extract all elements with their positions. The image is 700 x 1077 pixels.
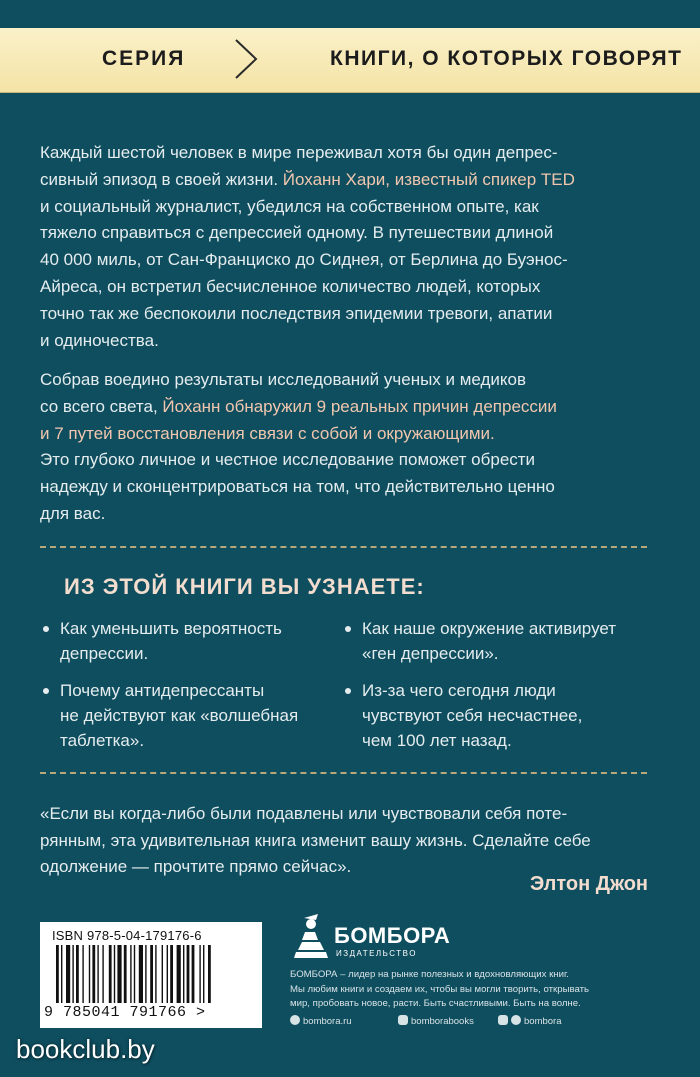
social-link[interactable]: bomborabooks [398, 1015, 474, 1027]
dashed-divider [40, 546, 647, 548]
highlighted-text: и 7 путей восстановления связи с собой и окружающими. [40, 423, 495, 443]
text-line: одолжение — прочтите прямо сейчас». [40, 857, 352, 876]
text-line: и одиночества. [40, 330, 159, 350]
text-line: Почему антидепрессанты [60, 681, 265, 700]
text-line: для вас. [40, 503, 106, 523]
text-line: Собрав воедино результаты исследований ученых и медиков [40, 370, 527, 389]
text-line: Как уменьшить вероятность [60, 619, 282, 638]
text-line: таблетка». [60, 731, 145, 750]
learn-item [60, 678, 330, 753]
barcode [40, 922, 262, 1028]
publisher-subtitle: ИЗДАТЕЛЬСТВО [336, 949, 417, 958]
social-link[interactable]: bombora [498, 1015, 562, 1027]
isbn-text: ISBN 978-5-04-179176-6 [52, 928, 202, 943]
series-title: КНИГИ, О КОТОРЫХ ГОВОРЯТ [330, 47, 683, 70]
vk-icon [511, 1015, 521, 1025]
text-line: «ген депрессии». [362, 644, 499, 663]
learn-heading: ИЗ ЭТОЙ КНИГИ ВЫ УЗНАЕТЕ: [64, 574, 425, 599]
publisher-description [290, 968, 660, 1012]
text-line: чувствуют себя несчастнее, [362, 706, 583, 725]
learn-item [60, 616, 330, 666]
text-line: сивный эпизод в своей жизни. [40, 169, 283, 189]
text-line: Айреса, он встретил бесчисленное количество людей, которых [40, 276, 541, 296]
intro-paragraph-1 [40, 140, 660, 354]
text-line: и социальный журналист, убедился на собственном опыте, как [40, 196, 539, 216]
text-line: Мы любим книги и создаем их, чтобы вы могли творить, открывать [290, 983, 589, 995]
text-line: чем 100 лет назад. [362, 731, 512, 750]
text-line: не действуют как «волшебная [60, 706, 299, 725]
publisher-name: БОМБОРА [334, 923, 451, 948]
learn-item [362, 678, 632, 753]
barcode-bars-icon [54, 945, 248, 1007]
series-banner [0, 28, 700, 93]
text-line: депрессии. [60, 644, 149, 663]
bullet-icon [43, 688, 49, 694]
learn-item [362, 616, 632, 666]
text-line: со всего света, [40, 396, 163, 416]
web-icon [290, 1015, 300, 1025]
bullet-icon [345, 626, 351, 632]
text-line: Это глубоко личное и честное исследование поможет обрести [40, 450, 536, 470]
bullet-icon [43, 626, 49, 632]
intro-paragraph-2 [40, 367, 660, 528]
series-label: СЕРИЯ [102, 47, 186, 70]
quote-author: Элтон Джон [529, 873, 648, 895]
dashed-divider [40, 772, 647, 774]
highlighted-text: Йоханн обнаружил 9 реальных причин депрессии [162, 396, 557, 416]
text-line: Каждый шестой человек в мире переживал хотя бы один депрес- [40, 143, 558, 162]
text-line: мир, пробовать новое, расти. Быть счастливыми. Быть на волне. [290, 998, 581, 1009]
text-line: БОМБОРА – лидер на рынке полезных и вдохновляющих книг. [290, 969, 569, 980]
social-network-icon [398, 1015, 408, 1025]
social-link[interactable]: bombora.ru [290, 1015, 352, 1027]
highlighted-text: Йоханн Хари, известный спикер TED [282, 169, 575, 189]
site-watermark: bookclub.by [16, 1034, 155, 1064]
text-line: надежду и сконцентрироваться на том, что действительно ценно [40, 477, 555, 497]
publisher-logo-icon [290, 912, 332, 962]
chevron-right-icon [226, 36, 266, 82]
telegram-icon [498, 1015, 508, 1025]
bullet-icon [345, 688, 351, 694]
text-line: тяжело справиться с депрессией одному. В путешествии длиной [40, 223, 554, 243]
text-line: Из-за чего сегодня люди [362, 681, 556, 700]
text-line: 40 000 миль, от Сан-Франциско до Сиднея, от Берлина до Буэнос- [40, 250, 568, 270]
text-line: точно так же беспокоили последствия эпидемии тревоги, апатии [40, 303, 553, 323]
text-line: «Если вы когда-либо были подавлены или чувствовали себя поте- [40, 804, 568, 823]
testimonial-quote [40, 801, 660, 881]
text-line: рянным, эта удивительная книга изменит вашу жизнь. Сделайте себе [40, 830, 591, 850]
text-line: Как наше окружение активирует [362, 619, 617, 638]
barcode-digits: 9 785041 791766 > [44, 1004, 206, 1021]
